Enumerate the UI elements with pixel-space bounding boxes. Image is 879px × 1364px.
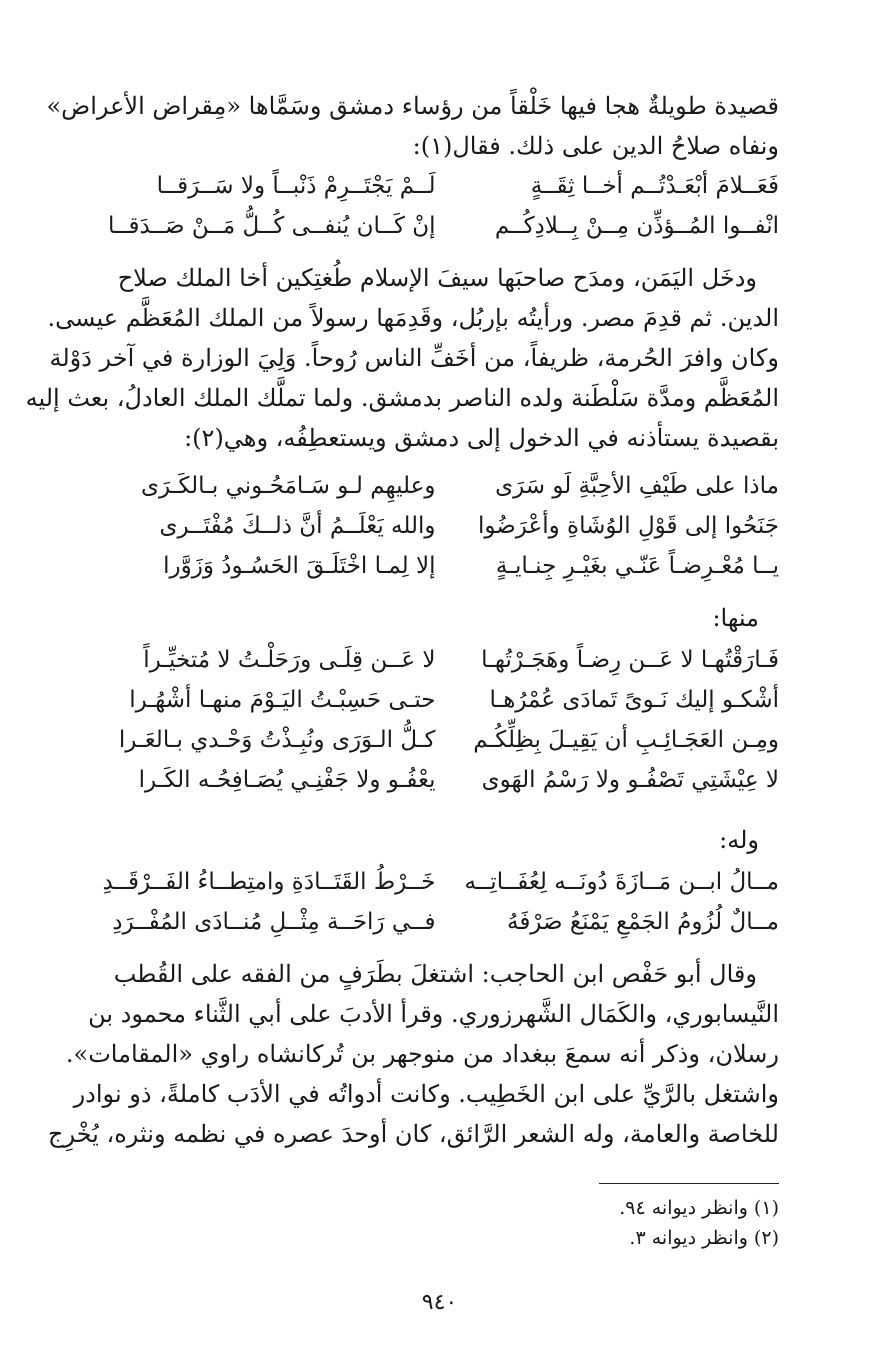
verse-second-hemistich: إلا لِمـا اخْتَلَـقَ الحَسُـودُ وَزَوَّرا	[163, 553, 436, 579]
verse-first-hemistich: لا عِيْشَتِي تَصْفُـو ولا رَسْمُ الهَوى	[481, 767, 779, 793]
text-line: المُعَظَّم ومدَّة سَلْطَنة ولده الناصر بدمشق. ولما تملَّك الملك العادلُ، بعث إليه	[25, 384, 779, 412]
verse-first-hemistich: فَـارَقْتُهـا لا عَــن رِضـاً وهَجَـرْتُهـا	[481, 647, 779, 673]
verse-second-hemistich: وعليهِم لـو سَـامَحُـوني بـالكَـرَى	[140, 473, 436, 499]
text-line: وقال أبو حَفْص ابن الحاجب: اشتغلَ بطَرَفٍ من الفقه على القُطب	[113, 960, 757, 988]
verse-line	[104, 720, 779, 760]
verse-first-hemistich: مــالُ ابــن مَــازَةَ دُونَــه لِعُفَــاتِــه	[464, 869, 779, 895]
text-line: قصيدة طويلةٌ هجا فيها خَلْقاً من رؤساء دمشق وسَمَّاها «مِقراض الأعراض»	[46, 92, 779, 120]
footnote-1: (١) وانظر ديوانه ٩٤.	[619, 1197, 779, 1219]
verse-second-hemistich: والله يَعْلَــمُ أنَّ ذلــكَ مُفْتَــرى	[159, 513, 436, 539]
verse-line	[104, 680, 779, 720]
verse-line	[104, 640, 779, 680]
paragraph-intro	[46, 86, 779, 166]
paragraph-biography	[25, 258, 779, 458]
text-line: للخاصة والعامة، وله الشعر الرَّائق، كان أوحدَ عصره في نظمه ونثره، يُخْرِج	[47, 1120, 779, 1148]
verse-second-hemistich: يعْفُـو ولا جَفْنِـي يُصَـافِحُـه الكَـرا	[138, 767, 436, 793]
text-line: بقصيدة يستأذنه في الدخول إلى دمشق ويستعطِفُه، وهي(٢):	[184, 424, 779, 452]
text-line: النَّيسابوري، والكَمَال الشَّهرزوري. وقرأ الأدبَ على أبي الثَّناء محمود بن	[88, 1000, 779, 1028]
footnote-2: (٢) وانظر ديوانه ٣.	[629, 1227, 779, 1249]
excerpt-label: منها:	[712, 604, 759, 632]
verse-line	[104, 862, 779, 902]
verse-second-hemistich: خَــرْطُ القَتَــادَةِ وامتِطــاءُ الفَــرْقَــدِ	[102, 869, 436, 895]
verse-second-hemistich: إنْ كَــان يُنفــى كُــلُّ مَــنْ صَــدَقــا	[108, 213, 436, 239]
verse-line	[104, 546, 779, 586]
verse-line	[104, 902, 779, 942]
poem-1	[104, 166, 779, 246]
verse-first-hemistich: أشْكـو إليك نَـوىً تَمادَى عُمْرُهـا	[489, 687, 779, 713]
verse-line	[104, 166, 779, 206]
verse-line	[104, 206, 779, 246]
footnote-separator	[599, 1183, 779, 1184]
verse-first-hemistich: ماذا على طَيْفِ الأحِبَّةِ لَو سَرَى	[495, 473, 779, 499]
verse-first-hemistich: جَنَحُوا إلى قَوْلِ الوُشَاةِ وأعْرَضُوا	[478, 513, 779, 539]
poem-label: وله:	[719, 826, 759, 854]
verse-line	[104, 760, 779, 800]
text-line: الدين. ثم قدِمَ مصر. ورأيتُه بإربُل، وقَدِمَها رسولاً من الملك المُعَظَّم عيسى.	[47, 304, 779, 332]
verse-first-hemistich: انْفــوا المُــؤذِّن مِــنْ بِــلادِكُــم	[494, 213, 779, 239]
verse-first-hemistich: يــا مُعْـرِضـاً عَنّـي بغَيْـرِ جِنـايـةٍ	[495, 553, 779, 579]
verse-second-hemistich: لا عَــن قِلَـى ورَحَلْـتُ لا مُتخيِّـراً	[143, 647, 436, 673]
poem-3	[104, 640, 779, 800]
text-line: رسلان، وذكر أنه سمعَ ببغداد من منوجهر بن تُركانشاه راوي «المقامات».	[65, 1040, 779, 1068]
verse-first-hemistich: فَعَــلامَ أبْعَـدْتُــم أخــا ثِقَــةٍ	[530, 173, 779, 199]
page-number: ٩٤٠	[421, 1290, 458, 1315]
verse-line	[104, 506, 779, 546]
verse-first-hemistich: مــالٌ لُزُومُ الجَمْعِ يَمْنَعُ صَرْفَهُ	[506, 909, 779, 935]
text-line: وكان وافرَ الحُرمة، ظريفاً، من أخَفِّ الناس رُوحاً. وَلِيَ الوزارة في آخر دَوْلة	[49, 344, 779, 372]
verse-first-hemistich: ومِـن العَجَـائِـبِ أن يَقِيـلَ بِظِلِّكُـم	[473, 727, 779, 753]
poem-2	[104, 466, 779, 586]
paragraph-ibn-al-hajib	[47, 954, 779, 1154]
verse-line	[104, 466, 779, 506]
text-line: ونفاه صلاحُ الدين على ذلك. فقال(١):	[412, 132, 779, 160]
text-line: ودخَل اليَمَن، ومدَح صاحبَها سيفَ الإسلام طُغتِكين أخا الملك صلاح	[117, 264, 757, 292]
poem-4	[104, 862, 779, 942]
verse-second-hemistich: كـلُّ الـوَرَى ونُبِـذْتُ وَحْـدي بـالعَـرا	[118, 727, 436, 753]
verse-second-hemistich: لَــمْ يَجْتَــرِمْ ذَنْبــاً ولا سَــرَقــا	[156, 173, 436, 199]
verse-second-hemistich: فــي رَاحَــة مِثْــلِ مُنــادَى المُفْــرَدِ	[112, 909, 436, 935]
verse-second-hemistich: حتـى حَسِبْـتُ اليَـوْمَ منهـا أشْهُـرا	[129, 687, 436, 713]
text-line: واشتغل بالرَّيِّ على ابن الخَطِيب. وكانت أدواتُه في الأدَب كاملةً، ذو نوادر	[73, 1080, 779, 1108]
